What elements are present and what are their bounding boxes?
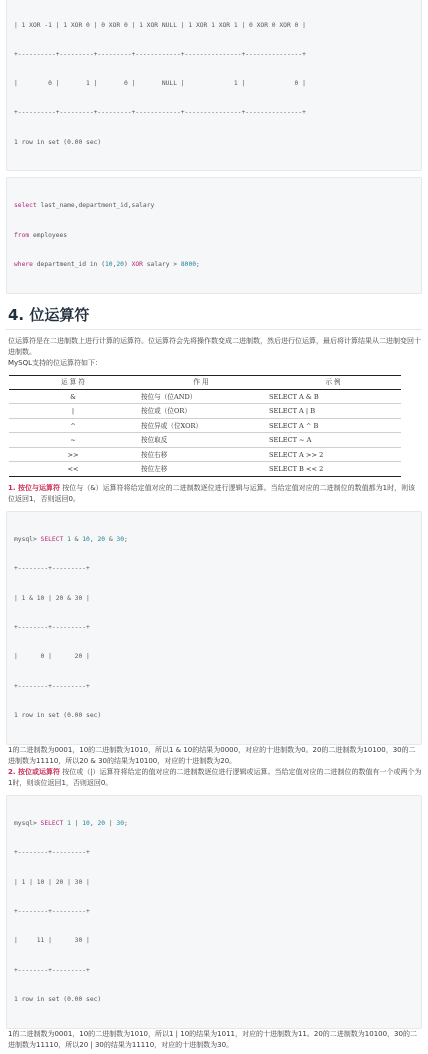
code-line: where department_id in (10,20) XOR salary > 8000; (14, 261, 200, 269)
bitwise-or-description: 2. 按位或运算符 按位或（|）运算符将给定的值对应的二进制数逐位进行逻辑或运算。当给定值对应的二进制位的数值有一个或两个为1时，则该位返回1，否则返回0。 (8, 767, 422, 787)
bitwise-operators-table (9, 375, 401, 477)
function-cell: 按位左移 (137, 462, 265, 477)
function-cell: 按位取反 (137, 433, 265, 448)
xor-result-code-block (6, 0, 422, 171)
code-line: | 1 | 10 | 20 | 30 | (14, 878, 90, 886)
bitwise-or-title: 2. 按位或运算符 (8, 767, 60, 776)
code-line: from employees (14, 231, 68, 239)
code-line: +----------+---------+---------+------------+---------------+---------------+ (14, 109, 306, 117)
code-line: select last_name,department_id,salary (14, 202, 155, 210)
operator-cell: ^ (9, 418, 137, 433)
function-cell: 按位右移 (137, 447, 265, 462)
bitwise-and-description: 1. 按位与运算符 按位与（&）运算符将给定值对应的二进制数逐位进行逻辑与运算。当给定值对应的二进制位的数值都为1时，则该位返回1，否则返回0。 (8, 483, 416, 503)
operator-cell: | (9, 404, 137, 419)
function-cell: 按位与（位AND） (137, 389, 265, 404)
code-line: +--------+---------+ (14, 849, 90, 857)
table-row (9, 462, 401, 477)
code-line: 1 row in set (0.00 sec) (14, 711, 102, 719)
code-line: | 11 | 30 | (14, 937, 90, 945)
table-row (9, 433, 401, 448)
code-line: +--------+---------+ (14, 565, 90, 573)
function-cell: 按位异或（位XOR） (137, 418, 265, 433)
example-cell: SELECT B << 2 (265, 462, 401, 477)
section-intro: 位运算符是在二进制数上进行计算的运算符。位运算符会先将操作数变成二进制数，然后进行位运算，最后将计算结果从二进制变回十进制数。 (8, 337, 421, 357)
code-line: +--------+---------+ (14, 966, 90, 974)
example-cell: SELECT A & B (265, 389, 401, 404)
code-line: | 1 & 10 | 20 & 30 | (14, 594, 90, 602)
operator-cell: >> (9, 447, 137, 462)
code-line: 1 row in set (0.00 sec) (14, 995, 102, 1003)
function-cell: 按位或（位OR） (137, 404, 265, 419)
code-line: | 0 | 20 | (14, 653, 90, 661)
operator-cell: ~ (9, 433, 137, 448)
example-cell: SELECT ~ A (265, 433, 401, 448)
code-line: +--------+---------+ (14, 907, 90, 915)
code-line: 1 row in set (0.00 sec) (14, 138, 102, 146)
example-cell: SELECT A | B (265, 404, 401, 419)
table-row (9, 389, 401, 404)
column-header-operator: 运 算 符 (9, 375, 137, 389)
column-header-function: 作 用 (137, 375, 265, 389)
bitwise-or-explanation: 1的二进制数为0001，10的二进制数为1010，所以1 | 10的结果为1011，对应的十进制数为11。20的二进制数为10100，30的二进制数为11110，所以20 | 30的结果为11110，对应的十进制数为30。 (8, 1030, 417, 1049)
code-line: | 1 XOR -1 | 1 XOR 0 | 0 XOR 0 | 1 XOR NULL | 1 XOR 1 XOR 1 | 0 XOR 0 XOR 0 | (14, 21, 306, 29)
table-row (9, 447, 401, 462)
table-row (9, 418, 401, 433)
operator-cell: << (9, 462, 137, 477)
code-line: +--------+---------+ (14, 623, 90, 631)
bitwise-and-code-block (6, 511, 422, 746)
code-line: +----------+---------+---------+------------+---------------+---------------+ (14, 50, 306, 58)
example-cell: SELECT A ^ B (265, 418, 401, 433)
code-line: mysql> SELECT 1 | 10, 20 | 30; (14, 820, 128, 828)
supported-operators-text: MySQL支持的位运算符如下： (8, 359, 103, 368)
code-line: mysql> SELECT 1 & 10, 20 & 30; (14, 536, 128, 544)
section-heading: 4. 位运算符 (8, 306, 90, 325)
bitwise-and-title: 1. 按位与运算符 (8, 483, 60, 492)
column-header-example: 示 例 (265, 375, 401, 389)
example-cell: SELECT A >> 2 (265, 447, 401, 462)
code-line: | 0 | 1 | 0 | NULL | 1 | 0 | (14, 80, 306, 88)
heading-divider (6, 329, 422, 330)
bitwise-and-explanation: 1的二进制数为0001，10的二进制数为1010，所以1 & 10的结果为0000，对应的十进制数为0。20的二进制数为10100，30的二进制数为11110，所以20 & 30的结果为10100，对应的十进制数为20。 (8, 746, 416, 766)
table-header-row (9, 375, 401, 389)
bitwise-or-code-block (6, 795, 422, 1030)
table-row (9, 404, 401, 419)
operator-cell: & (9, 389, 137, 404)
select-query-code-block (6, 177, 422, 294)
code-line: +--------+---------+ (14, 682, 90, 690)
